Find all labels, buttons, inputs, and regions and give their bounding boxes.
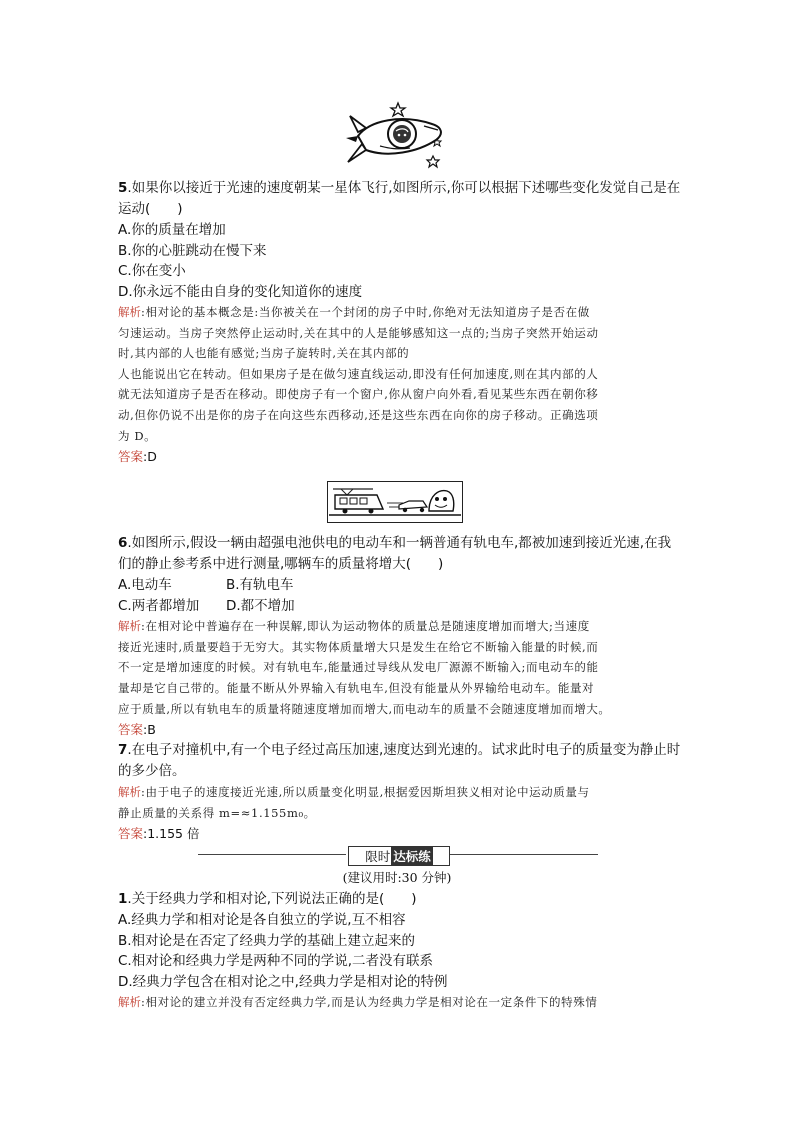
explanation-line: 就无法知道房子是否在移动。即使房子有一个窗户,你从窗户向外看,看见某些东西在朝你移	[118, 387, 599, 402]
question-5	[118, 178, 684, 220]
answer-value: :D	[143, 449, 157, 465]
rocket-illustration	[340, 98, 452, 172]
explanation-line: :相对论的建立并没有否定经典力学,而是认为经典力学是相对论在一定条件下的特殊情	[141, 995, 598, 1009]
option-a: A.经典力学和相对论是各自独立的学说,互不相容	[118, 912, 406, 928]
option-b: B.你的心脏跳动在慢下来	[118, 242, 267, 259]
option-c: C.你在变小	[118, 263, 186, 279]
explanation-line: 人也能说出它在转动。但如果房子是在做匀速直线运动,即没有任何加速度,则在其内部的人	[118, 366, 599, 381]
question-7	[118, 740, 684, 782]
divider-line	[450, 854, 598, 855]
answer-tag: 答案	[118, 722, 144, 738]
option-d: D.经典力学包含在相对论之中,经典力学是相对论的特例	[118, 973, 448, 990]
option-d: D.你永远不能由自身的变化知道你的速度	[118, 283, 363, 300]
question-number: 7	[118, 742, 128, 759]
badge-text: 限时	[365, 849, 391, 864]
option-c: C.两者都增加	[118, 597, 200, 614]
badge-highlight: 达标练	[393, 849, 431, 864]
option-d: D.都不增加	[226, 597, 295, 614]
answer-value: :B	[143, 722, 156, 738]
question-number: 1	[118, 891, 128, 907]
content-area	[118, 178, 684, 844]
explanation-line: :在相对论中普遍存在一种误解,即认为运动物体的质量总是随速度增加而增大;当速度	[141, 619, 590, 634]
explanation-tag: 解析	[118, 785, 141, 800]
explanation-line: :由于电子的速度接近光速,所以质量变化明显,根据爱因斯坦狭义相对论中运动质量与	[141, 785, 590, 800]
explanation-tag: 解析	[118, 305, 141, 319]
practice-question-1	[118, 889, 684, 910]
answer-tag: 答案	[118, 449, 144, 465]
question-number: 5	[118, 180, 128, 196]
section-badge	[348, 846, 450, 866]
explanation-tag: 解析	[118, 619, 141, 634]
option-b: B.相对论是在否定了经典力学的基础上建立起来的	[118, 932, 416, 949]
explanation	[118, 616, 684, 719]
explanation-tag: 解析	[118, 995, 141, 1009]
explanation-line: 量却是它自己带的。能量不断从外界输入有轨电车,但没有能量从外界输给电动车。能量对	[118, 680, 595, 695]
answer	[118, 447, 684, 467]
explanation	[118, 302, 684, 446]
divider-line	[198, 854, 346, 855]
option-c: C.相对论和经典力学是两种不同的学说,二者没有联系	[118, 953, 434, 969]
option-a: A.电动车	[118, 577, 172, 594]
section-divider	[198, 846, 598, 864]
explanation-line: 应于质量,所以有轨电车的质量将随速度增加而增大,而电动车的质量不会随速度增加而增大。	[118, 701, 611, 716]
option-row	[118, 596, 684, 617]
question-text: .如果你以接近于光速的速度朝某一星体飞行,如图所示,你可以根据下述哪些变化发觉自己是在运动( )	[118, 180, 681, 217]
explanation-line: 接近光速时,质量要趋于无穷大。其实物体质量增大只是发生在给它不断输入能量的时候,而	[118, 639, 599, 654]
answer-tag: 答案	[118, 826, 144, 842]
question-text: .在电子对撞机中,有一个电子经过高压加速,速度达到光速的。试求此时电子的质量变为静止时的多少倍。	[118, 742, 681, 780]
explanation-line: 匀速运动。当房子突然停止运动时,关在其中的人是能够感知这一点的;当房子突然开始运动	[118, 325, 599, 340]
suggested-time: (建议用时:30 分钟)	[342, 870, 452, 885]
explanation-line: 动,但你仍说不出是你的房子在向这些东西移动,还是这些东西在向你的房子移动。正确选项	[118, 407, 599, 422]
question-text: .如图所示,假设一辆由超强电池供电的电动车和一辆普通有轨电车,都被加速到接近光速,在我们的静止参考系中进行测量,哪辆车的质量将增大( )	[118, 535, 672, 573]
explanation-line: 时,其内部的人也能有感觉;当房子旋转时,关在其内部的	[118, 346, 410, 361]
explanation-line: 为 D。	[118, 428, 157, 443]
option-a: A.你的质量在增加	[118, 222, 226, 238]
question-number: 6	[118, 535, 128, 552]
practice-area	[118, 889, 684, 1013]
explanation-line: 不一定是增加速度的时候。对有轨电车,能量通过导线从发电厂源源不断输入;而电动车的能	[118, 660, 599, 675]
answer-value: :1.155 倍	[143, 826, 200, 842]
question-text: .关于经典力学和相对论,下列说法正确的是( )	[127, 891, 417, 907]
explanation-line: :相对论的基本概念是:当你被关在一个封闭的房子中时,你绝对无法知道房子是否在做	[141, 305, 590, 319]
answer	[118, 720, 684, 740]
explanation-line: 静止质量的关系得 m=≈1.155m₀。	[118, 805, 316, 820]
answer	[118, 824, 684, 844]
explanation	[118, 782, 684, 823]
option-b: B.有轨电车	[226, 577, 294, 594]
option-row	[118, 575, 684, 596]
question-6	[118, 533, 684, 575]
